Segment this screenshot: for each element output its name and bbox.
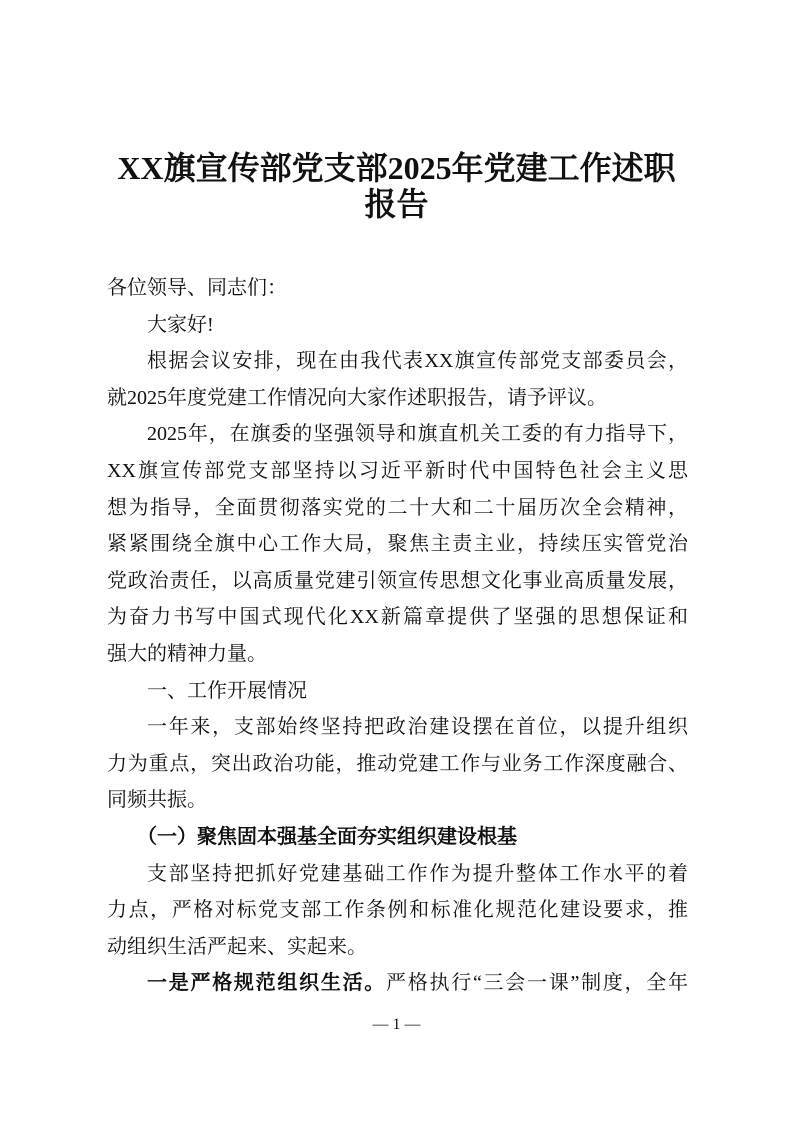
paragraph-line: 紧紧围绕全旗中心工作大局，聚焦主责主业，持续压实管党治 <box>107 533 688 556</box>
paragraph-line: 就2025年度党建工作情况向大家作述职报告，请予评议。 <box>107 386 607 409</box>
paragraph-line: 为奋力书写中国式现代化XX新篇章提供了坚强的思想保证和 <box>107 606 688 629</box>
paragraph-line: 一年来，支部始终坚持把政治建设摆在首位，以提升组织 <box>147 716 688 739</box>
subsection-heading-1: （一）聚焦固本强基全面夯实组织建设根基 <box>137 825 517 848</box>
paragraph-line: 力点，严格对标党支部工作条例和标准化规范化建设要求，推 <box>107 899 688 922</box>
paragraph-line <box>107 965 688 1002</box>
section-heading-1: 一、工作开展情况 <box>147 679 307 702</box>
paragraph-line: 同频共振。 <box>107 789 207 812</box>
paragraph-line: 动组织生活严起来、实起来。 <box>107 935 367 958</box>
paragraph-line: 党政治责任，以高质量党建引领宣传思想文化事业高质量发展， <box>107 569 688 592</box>
paragraph-line: 想为指导，全面贯彻落实党的二十大和二十届历次全会精神， <box>107 496 688 519</box>
paragraph-line: 2025年，在旗委的坚强领导和旗直机关工委的有力指导下， <box>147 423 688 446</box>
title-line-1: XX旗宣传部党支部2025年党建工作述职 <box>117 150 676 186</box>
salutation: 各位领导、同志们： <box>107 277 287 299</box>
paragraph-line: 支部坚持把抓好党建基础工作作为提升整体工作水平的着 <box>147 862 688 885</box>
greeting: 大家好! <box>147 313 214 336</box>
title-line-2: 报告 <box>364 186 429 222</box>
document-title <box>100 150 693 222</box>
paragraph-line: 强大的精神力量。 <box>107 642 267 665</box>
paragraph-line: 根据会议安排，现在由我代表XX旗宣传部党支部委员会， <box>147 350 688 373</box>
paragraph-line: XX旗宣传部党支部坚持以习近平新时代中国特色社会主义思 <box>107 459 688 482</box>
page-number: — 1 — <box>372 1016 421 1033</box>
lead-phrase: 一是严格规范组织生活。 <box>147 972 387 995</box>
paragraph-text: 严格执行“三会一课”制度，全年 <box>386 972 688 995</box>
paragraph-line: 力为重点，突出政治功能，推动党建工作与业务工作深度融合、 <box>107 752 688 775</box>
document-body <box>107 270 688 1002</box>
